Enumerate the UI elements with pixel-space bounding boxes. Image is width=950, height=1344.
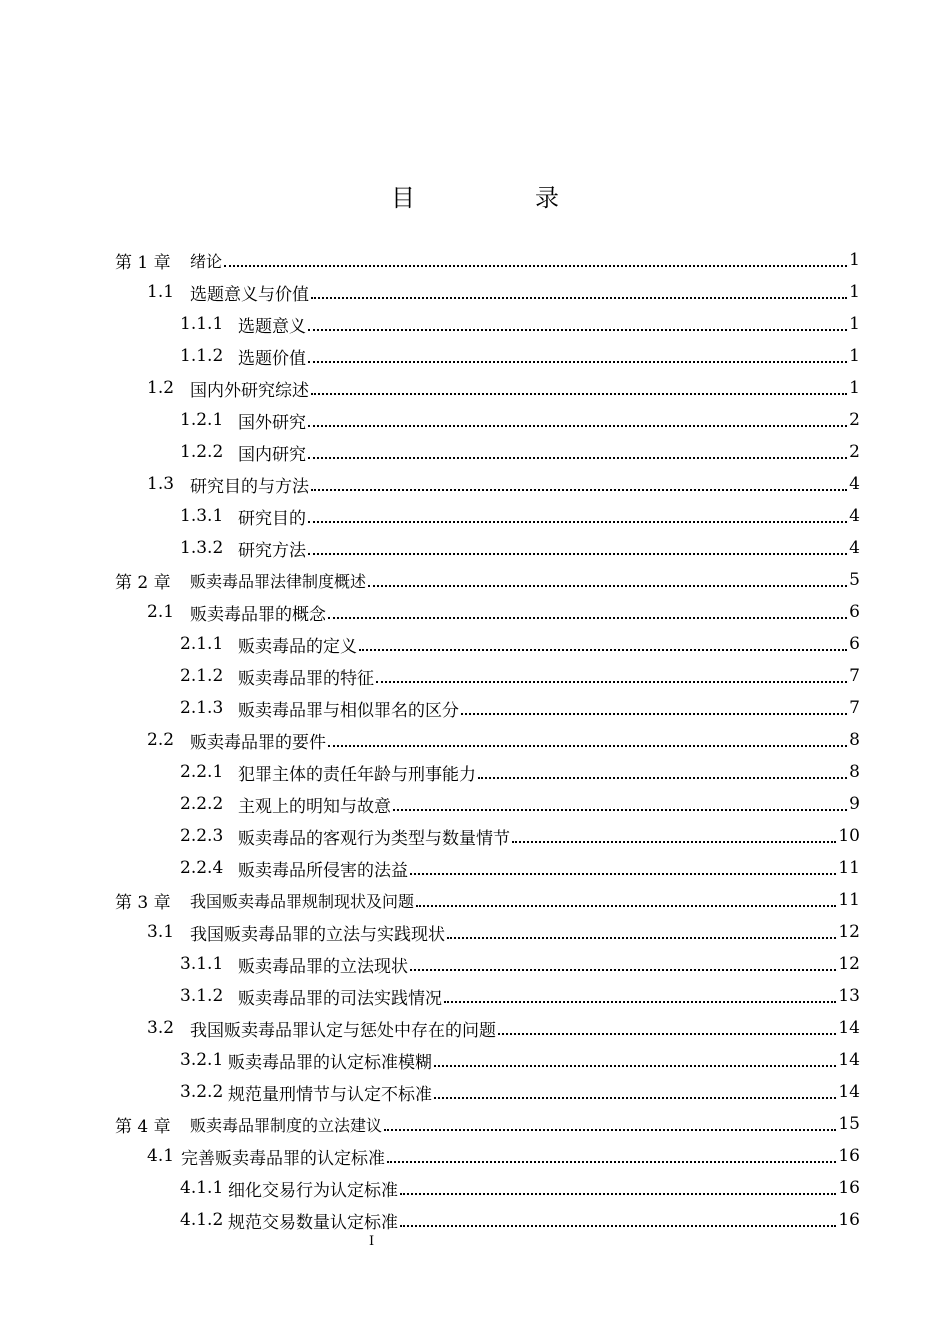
toc-entry-page: 8 (849, 730, 860, 750)
page-number-footer: I (369, 1234, 375, 1249)
toc-entry[interactable] (180, 660, 860, 692)
toc-dot-leader (434, 1064, 836, 1067)
toc-entry-page: 2 (849, 410, 860, 430)
toc-entry-title: 贩卖毒品罪与相似罪名的区分 (238, 700, 459, 721)
toc-entry-page: 11 (838, 858, 860, 878)
toc-entry-number: 1.1 (147, 282, 175, 302)
toc-entry-number: 3.1.1 (180, 954, 224, 974)
toc-dot-leader (224, 264, 847, 267)
toc-entry-page: 7 (849, 698, 860, 718)
toc-entry-number: 1.2 (147, 378, 175, 398)
toc-entry[interactable] (180, 500, 860, 532)
toc-dot-leader (308, 360, 847, 363)
toc-entry-title: 我国贩卖毒品罪认定与惩处中存在的问题 (190, 1020, 496, 1041)
toc-entry-number: 1.3.2 (180, 538, 224, 558)
toc-entry-page: 1 (849, 314, 860, 334)
toc-entry-page: 13 (838, 986, 860, 1006)
toc-entry-number: 1.2.1 (180, 410, 224, 430)
toc-entry-page: 7 (849, 666, 860, 686)
toc-dot-leader (416, 904, 836, 907)
toc-entry-title: 贩卖毒品的定义 (238, 636, 357, 657)
toc-entry-page: 4 (849, 538, 860, 558)
toc-entry[interactable] (147, 276, 860, 308)
toc-dot-leader (308, 424, 847, 427)
toc-entry[interactable] (180, 308, 860, 340)
toc-entry-number: 2.1.1 (180, 634, 224, 654)
toc-entry[interactable] (180, 404, 860, 436)
toc-entry-title: 研究方法 (238, 540, 306, 561)
toc-title: 目 录 (391, 184, 607, 212)
toc-entry-title: 我国贩卖毒品罪规制现状及问题 (190, 891, 415, 911)
toc-dot-leader (376, 680, 847, 683)
toc-entry-number: 3.2.2 (180, 1082, 224, 1102)
toc-entry-title: 贩卖毒品罪的概念 (190, 604, 326, 625)
toc-entry-page: 16 (838, 1178, 860, 1198)
toc-dot-leader (461, 712, 847, 715)
toc-entry-page: 5 (849, 570, 860, 590)
toc-entry[interactable] (180, 1076, 860, 1108)
toc-entry-page: 9 (849, 794, 860, 814)
toc-entry[interactable] (115, 244, 860, 276)
toc-entry-page: 1 (849, 346, 860, 366)
toc-entry-number: 4.1 (147, 1146, 175, 1166)
toc-entry-page: 15 (838, 1114, 860, 1134)
toc-entry-title: 选题意义 (238, 316, 306, 337)
toc-entry-number: 2.2.2 (180, 794, 224, 814)
toc-dot-leader (311, 296, 847, 299)
toc-entry[interactable] (147, 916, 860, 948)
toc-entry-title: 研究目的与方法 (190, 476, 309, 497)
toc-entry-number: 1.3.1 (180, 506, 224, 526)
toc-dot-leader (308, 520, 847, 523)
toc-entry-page: 8 (849, 762, 860, 782)
toc-entry-title: 贩卖毒品罪的特征 (238, 668, 374, 689)
toc-entry-number: 2.2 (147, 730, 175, 750)
toc-entry-title: 选题价值 (238, 348, 306, 369)
toc-entry-title: 国外研究 (238, 412, 306, 433)
toc-entry[interactable] (180, 692, 860, 724)
toc-dot-leader (328, 616, 847, 619)
toc-entry-title: 主观上的明知与故意 (238, 796, 391, 817)
toc-entry[interactable] (180, 1044, 860, 1076)
toc-entry-page: 12 (838, 954, 860, 974)
toc-entry-title: 绪论 (190, 251, 223, 271)
toc-entry-number: 第 3 章 (115, 892, 171, 913)
toc-entry-page: 14 (838, 1018, 860, 1038)
toc-entry-number: 4.1.1 (180, 1178, 224, 1198)
toc-entry-number: 1.1.2 (180, 346, 224, 366)
toc-entry-title: 贩卖毒品罪制度的立法建议 (190, 1115, 383, 1135)
toc-entry-number: 第 1 章 (115, 252, 171, 273)
toc-entry-page: 12 (838, 922, 860, 942)
toc-entry-page: 14 (838, 1082, 860, 1102)
toc-entry-number: 2.2.4 (180, 858, 224, 878)
toc-entry[interactable] (147, 596, 860, 628)
toc-entry-title: 规范交易数量认定标准 (228, 1212, 398, 1233)
toc-entry[interactable] (147, 1140, 860, 1172)
toc-entry-number: 2.1 (147, 602, 175, 622)
toc-entry[interactable] (147, 1012, 860, 1044)
toc-entry-number: 1.1.1 (180, 314, 224, 334)
toc-entry-page: 16 (838, 1146, 860, 1166)
toc-entry-page: 1 (849, 282, 860, 302)
toc-dot-leader (308, 552, 847, 555)
toc-entry-title: 贩卖毒品罪的司法实践情况 (238, 988, 442, 1009)
toc-entry-number: 3.2.1 (180, 1050, 224, 1070)
toc-entry-number: 2.1.2 (180, 666, 224, 686)
toc-dot-leader (368, 584, 847, 587)
toc-entry-title: 细化交易行为认定标准 (228, 1180, 398, 1201)
toc-entry-title: 犯罪主体的责任年龄与刑事能力 (238, 764, 476, 785)
toc-entry-page: 2 (849, 442, 860, 462)
toc-entry[interactable] (180, 852, 860, 884)
toc-entry[interactable] (180, 340, 860, 372)
toc-entry[interactable] (180, 820, 860, 852)
toc-dot-leader (384, 1128, 836, 1131)
toc-entry[interactable] (180, 628, 860, 660)
toc-entry[interactable] (180, 788, 860, 820)
toc-dot-leader (434, 1096, 836, 1099)
toc-dot-leader (308, 328, 847, 331)
toc-entry-title: 贩卖毒品罪的认定标准模糊 (228, 1052, 432, 1073)
toc-entry-page: 1 (849, 250, 860, 270)
toc-entry[interactable] (115, 564, 860, 596)
toc-entry-title: 贩卖毒品罪的要件 (190, 732, 326, 753)
toc-entry-number: 第 4 章 (115, 1116, 171, 1137)
toc-entry-title: 研究目的 (238, 508, 306, 529)
toc-entry-title: 规范量刑情节与认定不标准 (228, 1084, 432, 1105)
toc-entry-title: 我国贩卖毒品罪的立法与实践现状 (190, 924, 445, 945)
toc-dot-leader (447, 936, 836, 939)
toc-dot-leader (400, 1192, 836, 1195)
toc-entry[interactable] (180, 980, 860, 1012)
toc-entry-title: 贩卖毒品罪法律制度概述 (190, 571, 367, 591)
toc-dot-leader (311, 392, 847, 395)
toc-entry-number: 1.2.2 (180, 442, 224, 462)
toc-entry-page: 6 (849, 602, 860, 622)
toc-entry-number: 3.1 (147, 922, 175, 942)
toc-entry-number: 4.1.2 (180, 1210, 224, 1230)
toc-entry[interactable] (147, 468, 860, 500)
toc-entry-page: 16 (838, 1210, 860, 1230)
toc-entry[interactable] (180, 948, 860, 980)
toc-entry-number: 2.2.3 (180, 826, 224, 846)
toc-entry-page: 14 (838, 1050, 860, 1070)
toc-entry-title: 贩卖毒品的客观行为类型与数量情节 (238, 828, 510, 849)
toc-entry-number: 2.1.3 (180, 698, 224, 718)
toc-dot-leader (400, 1224, 836, 1227)
toc-entry-title: 贩卖毒品所侵害的法益 (238, 860, 408, 881)
toc-dot-leader (311, 488, 847, 491)
toc-entry-page: 11 (838, 890, 860, 910)
toc-entry-number: 3.2 (147, 1018, 175, 1038)
toc-entry[interactable] (180, 532, 860, 564)
toc-entry-page: 1 (849, 378, 860, 398)
toc-dot-leader (498, 1032, 836, 1035)
toc-dot-leader (444, 1000, 836, 1003)
toc-dot-leader (359, 648, 847, 651)
toc-dot-leader (328, 744, 847, 747)
toc-dot-leader (410, 968, 836, 971)
toc-entry-page: 6 (849, 634, 860, 654)
toc-entry[interactable] (180, 1204, 860, 1236)
toc-entry[interactable] (180, 756, 860, 788)
toc-dot-leader (512, 840, 836, 843)
toc-entry[interactable] (180, 436, 860, 468)
toc-dot-leader (393, 808, 847, 811)
toc-dot-leader (387, 1160, 836, 1163)
toc-entry-number: 3.1.2 (180, 986, 224, 1006)
toc-entry[interactable] (115, 1108, 860, 1140)
toc-dot-leader (478, 776, 847, 779)
toc-entry-title: 国内研究 (238, 444, 306, 465)
toc-entry[interactable] (147, 372, 860, 404)
toc-entry-title: 完善贩卖毒品罪的认定标准 (181, 1148, 385, 1169)
toc-entry-number: 2.2.1 (180, 762, 224, 782)
toc-entry-page: 4 (849, 474, 860, 494)
toc-entry-title: 国内外研究综述 (190, 380, 309, 401)
toc-dot-leader (410, 872, 836, 875)
toc-dot-leader (308, 456, 847, 459)
toc-entry-page: 4 (849, 506, 860, 526)
toc-entry-title: 选题意义与价值 (190, 284, 309, 305)
toc-entry[interactable] (147, 724, 860, 756)
toc-entry[interactable] (115, 884, 860, 916)
toc-entry-title: 贩卖毒品罪的立法现状 (238, 956, 408, 977)
toc-entry-number: 第 2 章 (115, 572, 171, 593)
toc-entry-number: 1.3 (147, 474, 175, 494)
toc-entry[interactable] (180, 1172, 860, 1204)
toc-entry-page: 10 (838, 826, 860, 846)
